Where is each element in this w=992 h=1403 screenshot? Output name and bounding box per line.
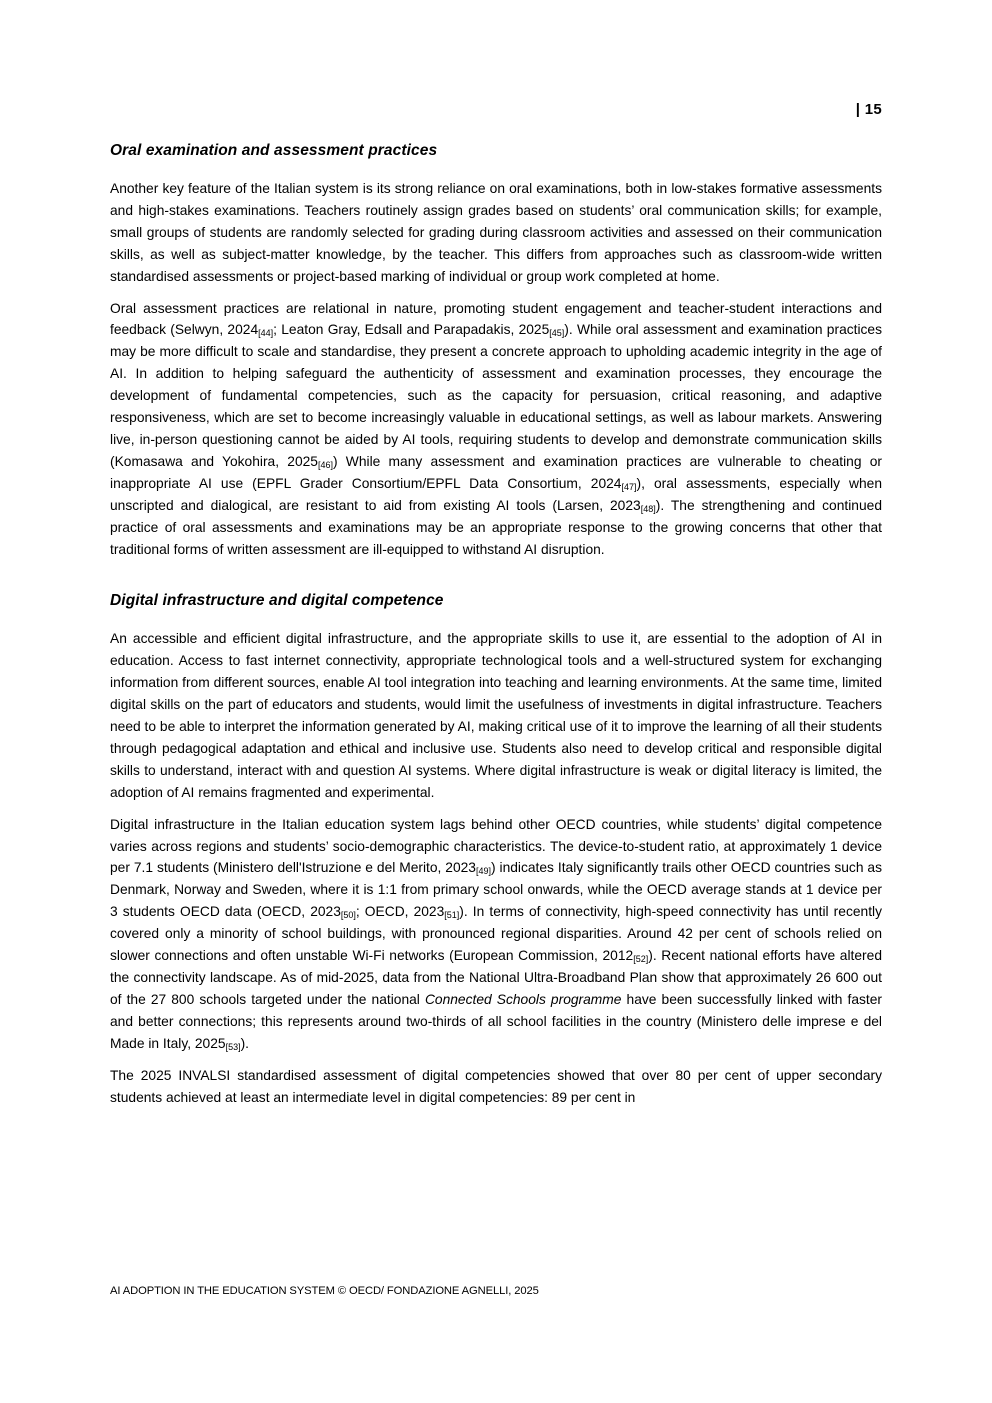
page-number: | 15 bbox=[855, 101, 882, 118]
text-run: ). Recent national efforts have altered the connectivity landscape. As of mid-2025, data from the National Ultra-Broadband Plan show that approximately 26 600 out of the 27 800 schools targeted under the national bbox=[110, 948, 882, 1007]
paragraph bbox=[110, 1065, 882, 1109]
italic-text: Connected Schools programme bbox=[424, 991, 622, 1007]
text-run: Digital infrastructure in the Italian education system lags behind other OECD countries, while students’ digital competence varies across regions and students’ socio-demographic characteristics. The device-to-student ratio, at approximately 1 device per 7.1 students (Ministero dell'Istruzione e del Merito, 2023 bbox=[110, 816, 882, 876]
text-run: ), oral assessments, especially when unscripted and dialogical, are resistant to aid from existing AI tools (Larsen, 2023 bbox=[110, 475, 883, 513]
citation-ref: [47] bbox=[621, 481, 637, 492]
citation-ref: [46] bbox=[317, 459, 333, 470]
text-run: ). The strengthening and continued practice of oral assessments and examinations may be an appropriate response to the growing concerns that other that traditional forms of written assessment are ill-equipped to withstand AI disruption. bbox=[110, 497, 882, 557]
citation-ref: [44] bbox=[258, 328, 274, 339]
citation-ref: [52] bbox=[633, 954, 649, 965]
text-run: An accessible and efficient digital infrastructure, and the appropriate skills to use it, are essential to the adoption of AI in education. Access to fast internet connectivity, appropriate technological tools and a well-structured system for exchanging information from different sources, enable AI tool integration into teaching and learning environments. At the same time, limited digital skills on the part of educators and students, would limit the usefulness of investments in digital infrastructure. Teachers need to be able to interpret the information generated by AI, making critical use of it to improve the learning of all their students through pedagogical adaptation and ethical and inclusive use. Students also need to develop critical and responsible digital skills to understand, interact with and question AI systems. Where digital infrastructure is weak or digital literacy is limited, the adoption of AI remains fragmented and experimental. bbox=[110, 631, 882, 800]
citation-ref: [49] bbox=[475, 866, 491, 877]
text-run: ). bbox=[240, 1035, 250, 1051]
text-run: The 2025 INVALSI standardised assessment of digital competencies showed that over 80 per cent of upper secondary students achieved at least an intermediate level in digital competencies: 89 per cent in bbox=[110, 1067, 882, 1105]
citation-ref: [50] bbox=[340, 910, 356, 921]
text-run: Digital infrastructure and digital competence bbox=[110, 592, 444, 610]
text-run: ; OECD, 2023 bbox=[355, 904, 445, 920]
citation-ref: [51] bbox=[444, 910, 460, 921]
citation-ref: [45] bbox=[549, 328, 565, 339]
section-heading bbox=[110, 592, 882, 610]
text-run: Another key feature of the Italian system is its strong reliance on oral examinations, both in low-stakes formative assessments and high-stakes examinations. Teachers routinely assign grades based on students’ oral communication skills; for example, small groups of students are randomly selected for grading during classroom activities and assessed on their communication skills, as well as subject-matter knowledge, by the teacher. This differs from approaches such as classroom-wide written standardised assessments or project-based marking of individual or group work completed at home. bbox=[110, 181, 882, 284]
citation-ref: [48] bbox=[640, 503, 656, 514]
section-heading bbox=[110, 142, 882, 160]
text-run: Oral examination and assessment practices bbox=[110, 142, 438, 159]
text-run: have been successfully linked with faster and better connections; this represents around two-thirds of all school facilities in the country (Ministero delle imprese e del Made in Italy, 2025 bbox=[110, 991, 882, 1051]
text-run: ) indicates Italy significantly trails other OECD countries such as Denmark, Norway and Sweden, where it is 1:1 from primary school onwards, while the OECD average stands at 1 device per 3 students OECD data (OECD, 2023 bbox=[110, 860, 882, 920]
page-footer: AI ADOPTION IN THE EDUCATION SYSTEM © OECD/ FONDAZIONE AGNELLI, 2025 bbox=[110, 1285, 539, 1297]
paragraph bbox=[110, 178, 882, 288]
text-run: ; Leaton Gray, Edsall and Parapadakis, 2025 bbox=[273, 322, 550, 338]
document-body bbox=[110, 142, 882, 1118]
text-run: ) While many assessment and examination practices are vulnerable to cheating or inappropriate AI use (EPFL Grader Consortium/EPFL Data Consortium, 2024 bbox=[110, 453, 882, 491]
text-run: Oral assessment practices are relational in nature, promoting student engagement and teacher-student interactions and feedback (Selwyn, 2024 bbox=[110, 300, 882, 338]
citation-ref: [53] bbox=[225, 1041, 241, 1052]
text-run: ). While oral assessment and examination practices may be more difficult to scale and standardise, they present a concrete approach to upholding academic integrity in the age of AI. In addition to helping safeguard the authenticity of assessment and examination processes, they encourage the development of fundamental competencies, such as the capacity for persuasion, critical reasoning, and adaptive responsiveness, which are set to become increasingly valuable in educational settings, as well as labour markets. Answering live, in-person questioning cannot be aided by AI tools, requiring students to develop and demonstrate communication skills (Komasawa and Yokohira, 2025 bbox=[110, 322, 883, 469]
paragraph bbox=[110, 298, 882, 561]
text-run: ). In terms of connectivity, high-speed connectivity has until recently covered only a minority of school buildings, with pronounced regional disparities. Around 42 per cent of schools relied on slower connections and often unstable Wi-Fi networks (European Commission, 2012 bbox=[110, 904, 882, 964]
paragraph bbox=[110, 628, 882, 803]
paragraph bbox=[110, 814, 882, 1055]
